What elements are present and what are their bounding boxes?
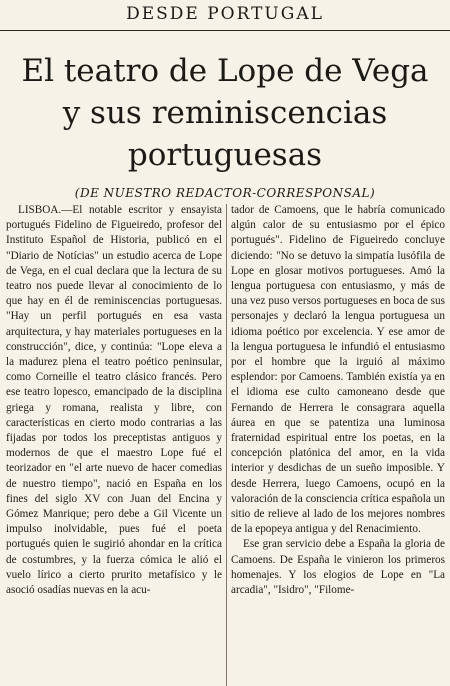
header-rule [0, 30, 450, 31]
column-divider [226, 204, 227, 686]
article-column-left [6, 203, 222, 686]
section-heading: DESDE PORTUGAL [126, 4, 324, 24]
article-paragraph: Ese gran servicio debe a España la gloria de Camoens. De España le vinieron los primeros homenajes. Y los elogios de Lope en "La arcadia", "Isidro", "Filome- [231, 538, 445, 597]
byline: (DE NUESTRO REDACTOR-CORRESPONSAL) [74, 186, 376, 200]
headline-line-1: El teatro de Lope de Vega [21, 53, 429, 89]
headline-line-3: portuguesas [127, 137, 323, 173]
headline-line-2: y sus reminiscencias [62, 95, 388, 131]
article-column-right [231, 203, 445, 686]
headline [0, 50, 450, 176]
article-paragraph: tador de Camoens, que le habría comunicado algún calor de su entusiasmo por el épico portugués". Fidelino de Figueiredo concluye diciendo: "No se detuvo la simpatía lusófila de Lope en glosar motivos portugueses. Amó la lengua portuguesa con entusiasmo, y más de una vez puso versos portugueses en boca de sus personajes y declaró la lengua portuguesa un idioma poético por excelencia. Y ese amor de la lengua portuguesa le infundió el entusiasmo por el hombre que la irguió al máximo esplendor: por Camoens. También existía ya en el idioma ese culto camoneano desde que Fernando de Herrera le consagrara aquella áurea en que se patentiza una luminosa fraternidad espiritual entre los poetas, en la concepción platónica del amor, en la vida interior y desdichas de un sueño imposible. Y desde Herrera, luego Camoens, ocupó en la valoración de la consciencia crítica española un sitio de relieve al lado de los mejores nombres de la epopeya antigua y del Renacimiento. [231, 204, 445, 536]
article-paragraph: LISBOA.—El notable escritor y ensayista portugués Fidelino de Figueiredo, profesor del Instituto Español de Historia, publicó en el "Diario de Notícias" un estudio acerca de Lope de Vega, en el cual declara que la lectura de su teatro nos puede llevar al conocimiento de lo que hay en él de reminiscencias portuguesas. "Hay un perfil portugués en esa vasta arquitectura, y hay materiales portugueses en la construcción", dice, y continúa: "Lope eleva a la madurez plena el teatro poético peninsular, como Corneille el teatro clásico francés. Pero ese teatro lopesco, emancipado de la disciplina griega y romana, realista y libre, con características en cierto modo contrarias a las fijadas por todos los preceptistas antiguos y modernos de que el maestro Lope fué el teorizador en "el arte nuevo de hacer comedias de nuestro tiempo", nació en España en los fines del siglo XV con Juan del Encina y Gómez Manrique; pero debe a Gil Vicente un impulso inolvidable, pues fué el poeta portugués quien le sugirió ahondar en la crítica de costumbres, y la fuerza cómica le alió el vuelo lírico a cierto prurito metafísico y le asoció osadías nuevas en la acu- [6, 204, 222, 597]
